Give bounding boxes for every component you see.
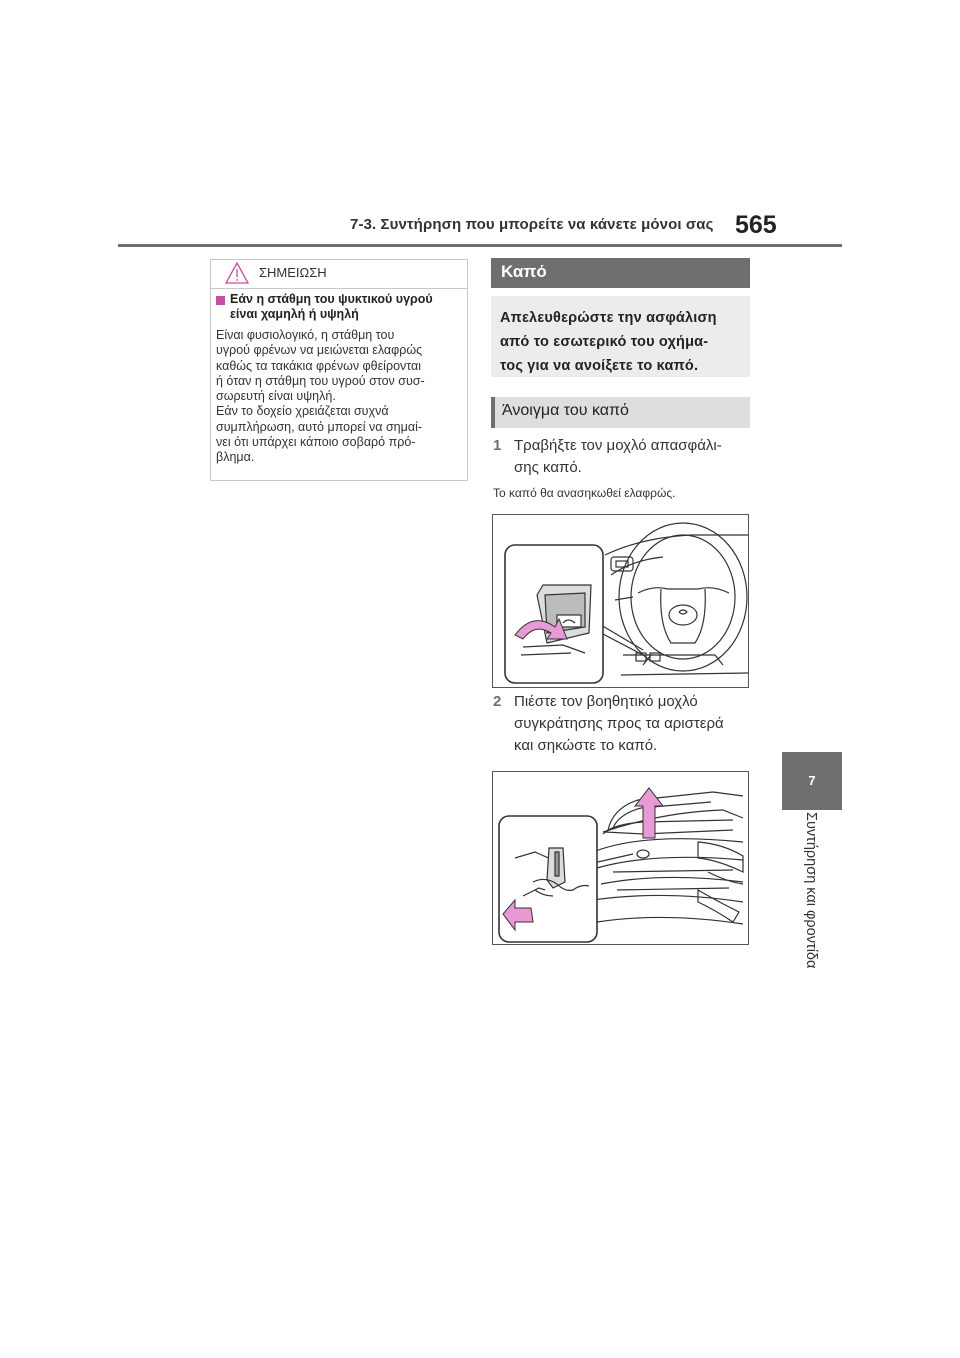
page-number: 565	[735, 211, 777, 239]
note-line: υγρού φρένων να μειώνεται ελαφρώς	[216, 343, 423, 358]
warning-triangle-icon	[225, 262, 249, 284]
note-line: σωρευτή είναι υψηλή.	[216, 389, 336, 404]
step-text	[514, 691, 752, 757]
bullet-square-icon	[216, 296, 225, 305]
subsection-accent	[491, 397, 495, 428]
chapter-number: 7	[808, 773, 816, 788]
note-line: ή όταν η στάθμη του υγρού στον συσ-	[216, 373, 425, 388]
note-label: ΣΗΜΕΙΩΣΗ	[259, 265, 327, 280]
step-text	[514, 435, 752, 479]
step-line: και σηκώστε το καπό.	[514, 737, 658, 754]
note-body	[216, 328, 461, 466]
chapter-title-text: Συντήρηση και φροντίδα	[803, 812, 819, 969]
note-line: καθώς τα τακάκια φρένων φθείρονται	[216, 358, 422, 373]
section-title: Καπό	[501, 262, 547, 281]
step-line: συγκράτησης προς τα αριστερά	[514, 715, 724, 732]
running-header: 7-3. Συντήρηση που μπορείτε να κάνετε μόνοι σας	[350, 216, 714, 233]
note-subheading: Εάν η στάθμη του ψυκτικού υγρού είναι χαμηλή ή υψηλή	[230, 292, 433, 321]
note-header	[211, 260, 467, 289]
lead-text	[500, 306, 745, 378]
step-note: Το καπό θα ανασηκωθεί ελαφρώς.	[493, 486, 676, 500]
note-line: Είναι φυσιολογικό, η στάθμη του	[216, 328, 395, 342]
step-line: Τραβήξτε τον μοχλό απασφάλι-	[514, 437, 722, 454]
hood-release-illustration	[492, 514, 749, 688]
lead-line: από το εσωτερικό του οχήμα-	[500, 334, 709, 350]
step-line: Πιέστε τον βοηθητικό μοχλό	[514, 693, 698, 710]
lead-line: τος για να ανοίξετε το καπό.	[500, 358, 699, 374]
chapter-title	[803, 812, 825, 1002]
step-number: 1	[493, 437, 502, 454]
step-number: 2	[493, 693, 502, 710]
header-rule	[118, 244, 842, 247]
subsection-title: Άνοιγμα του καπό	[502, 402, 629, 419]
note-line: νει ότι υπάρχει κάποιο σοβαρό πρό-	[216, 435, 416, 450]
note-line: συμπλήρωση, αυτό μπορεί να σημαί-	[216, 419, 423, 434]
step-line: σης καπό.	[514, 459, 582, 476]
hood-raise-illustration	[492, 771, 749, 945]
lead-line: Απελευθερώστε την ασφάλιση	[500, 310, 717, 326]
note-line: Εάν το δοχείο χρειάζεται συχνά	[216, 404, 389, 419]
note-line: βλημα.	[216, 450, 255, 465]
